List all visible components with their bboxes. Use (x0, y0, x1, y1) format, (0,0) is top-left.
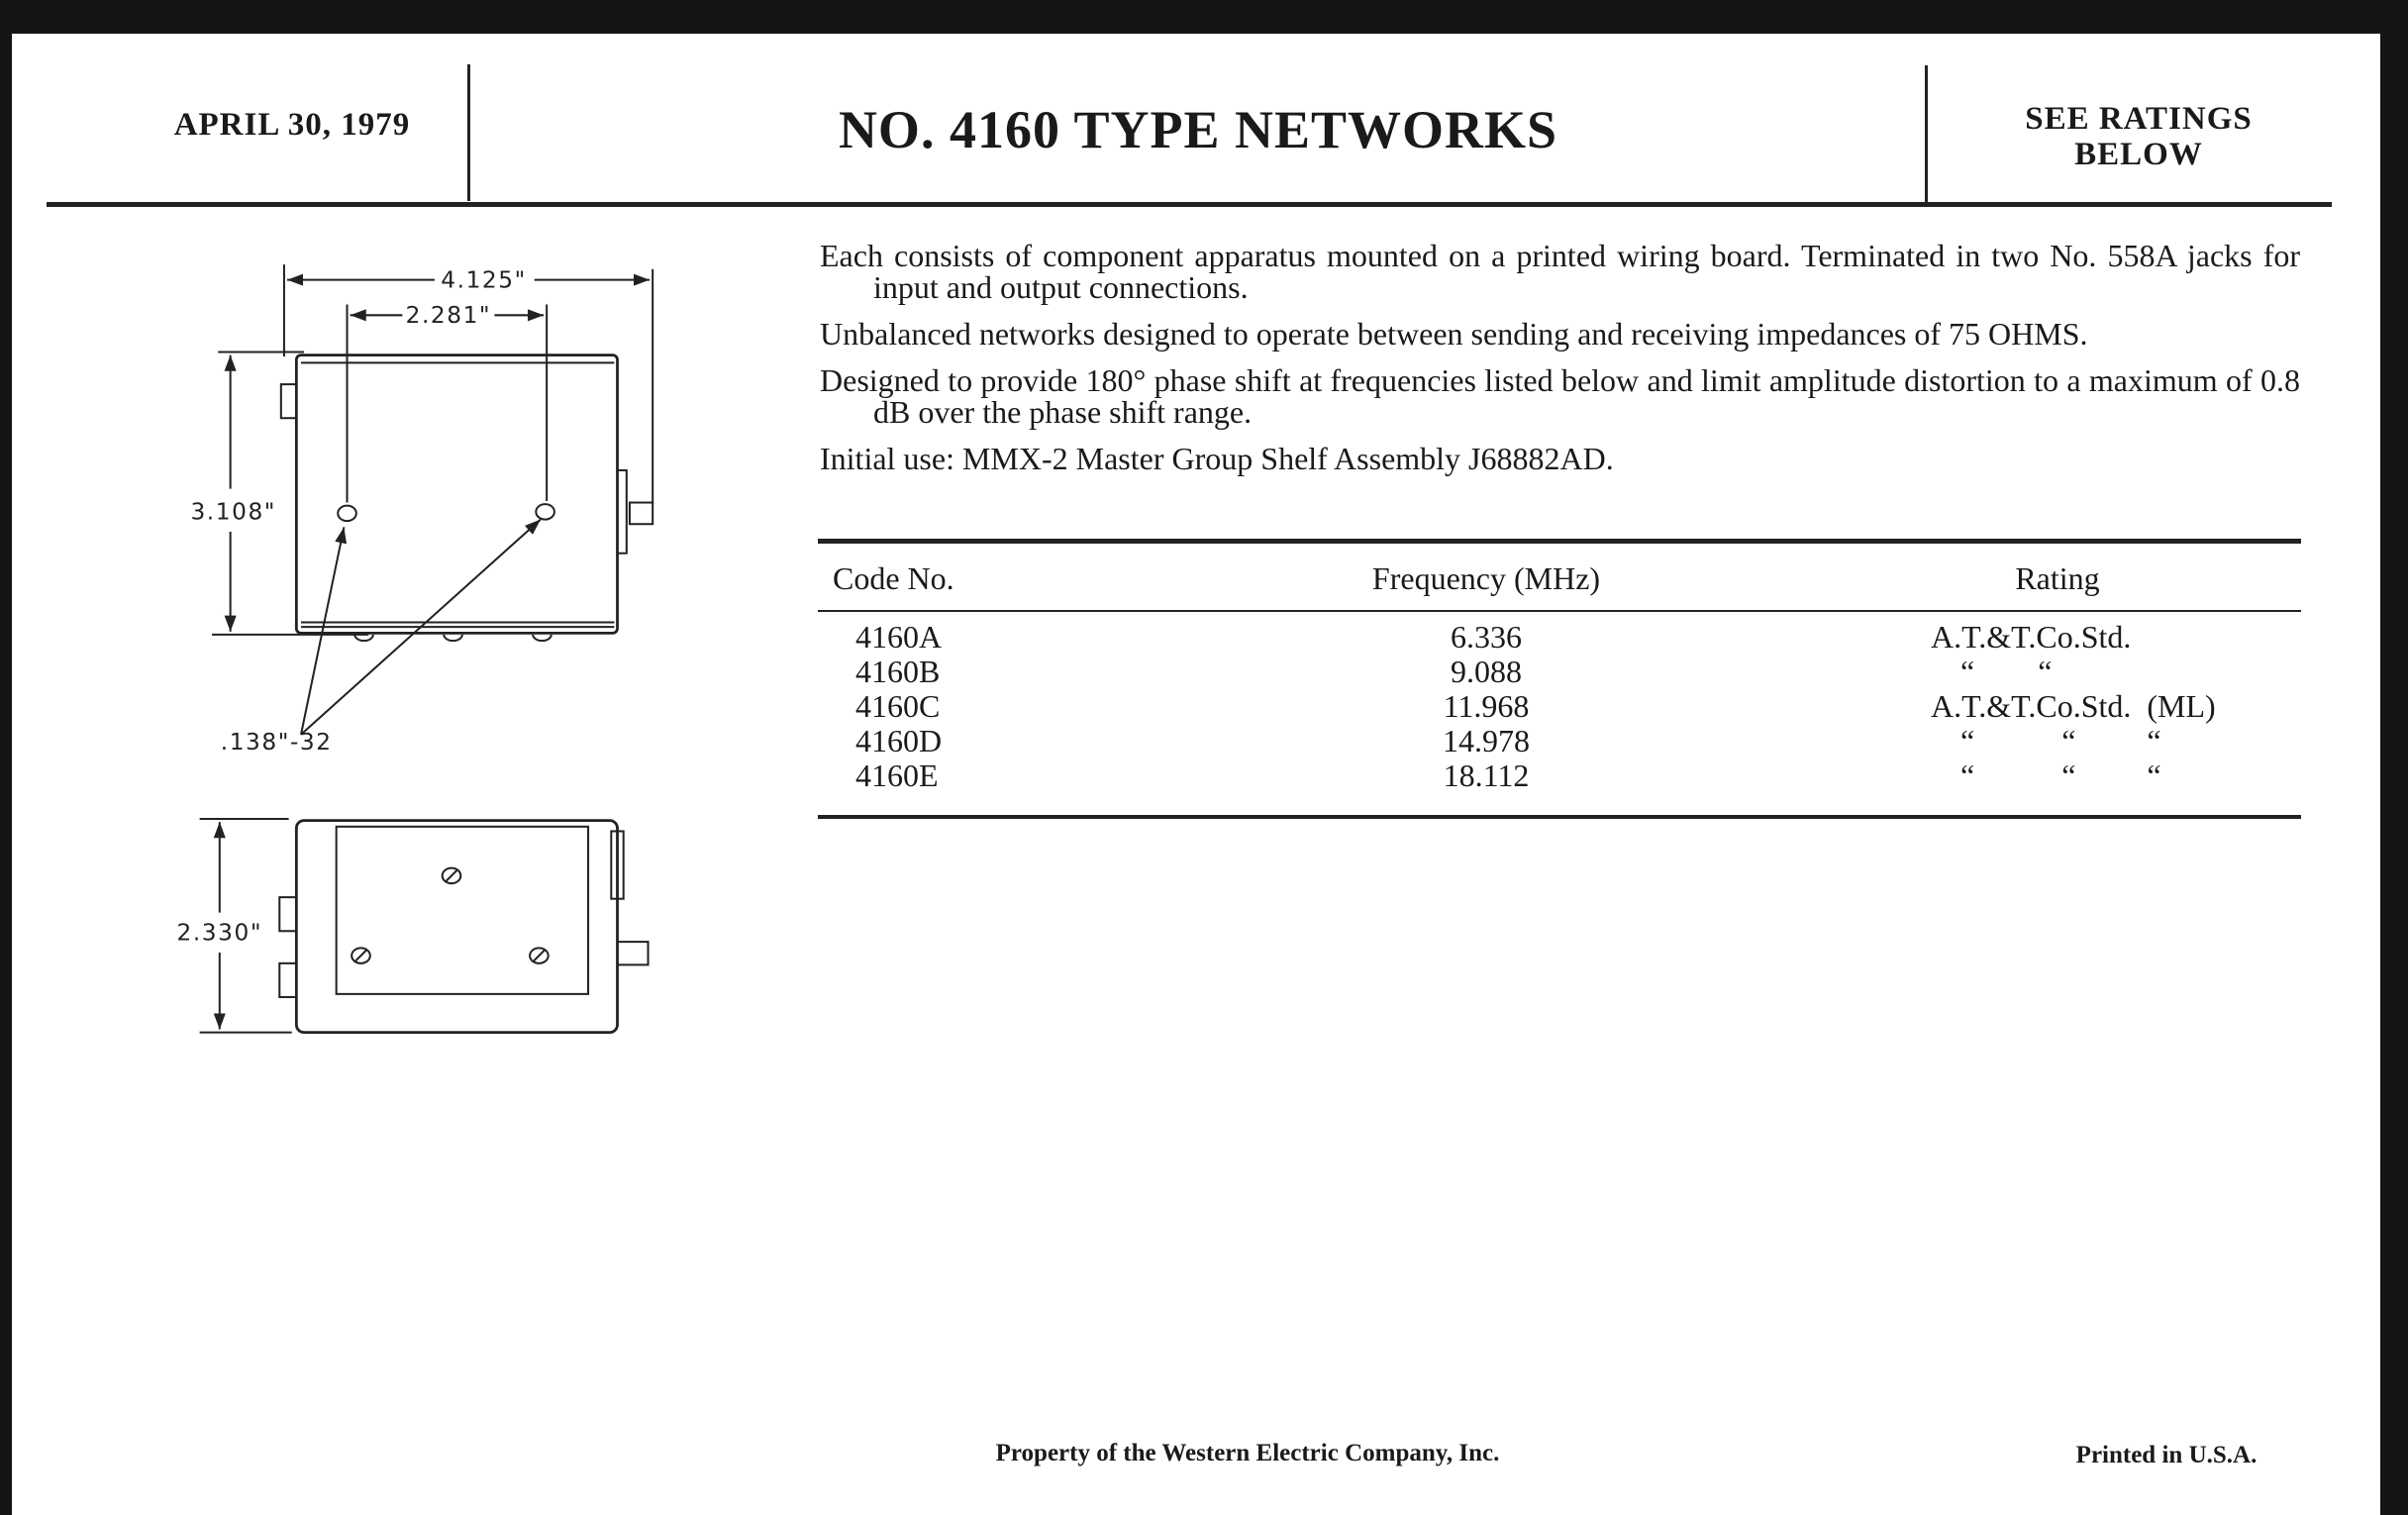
ratings-note-line1: SEE RATINGS (2025, 101, 2253, 137)
cell-frequency: 11.968 (1443, 688, 1530, 724)
cell-code: 4160C (855, 688, 941, 724)
cell-rating: A.T.&T.Co.Std. (1931, 619, 2132, 655)
cell-code: 4160A (855, 619, 943, 655)
cell-rating: “ “ “ (1960, 758, 2161, 793)
thread-label: .138"-32 (220, 729, 333, 757)
screw-icon (530, 948, 549, 963)
height-dimension: 3.108" (190, 498, 277, 526)
description-paragraph: Each consists of component apparatus mounted on a printed wiring board. Terminated in two No. 558A jacks for input and output connections. (820, 238, 2300, 305)
cell-frequency: 6.336 (1451, 619, 1522, 655)
mounting-hole (338, 506, 356, 522)
hole-spacing-dimension: 2.281" (405, 302, 492, 330)
side-view (200, 819, 649, 1033)
output-jack (630, 503, 652, 525)
issue-date: APRIL 30, 1979 (173, 107, 411, 143)
cell-frequency: 14.978 (1443, 723, 1530, 758)
footer-property: Property of the Western Electric Company, Inc. (995, 1440, 1500, 1466)
description-paragraph: Designed to provide 180° phase shift at frequencies listed below and limit amplitude distortion to a maximum of 0.8 dB over the phase shift range. (820, 362, 2300, 430)
screw-icon (351, 948, 370, 963)
cell-code: 4160D (855, 723, 943, 758)
col-header-code: Code No. (833, 560, 954, 596)
ratings-note-line2: BELOW (2074, 137, 2203, 172)
col-header-frequency: Frequency (MHz) (1371, 560, 1601, 596)
col-header-rating: Rating (2015, 560, 2100, 596)
cell-rating: “ “ “ (1960, 723, 2161, 758)
cell-rating: A.T.&T.Co.Std. (ML) (1931, 688, 2216, 724)
description-paragraph: Unbalanced networks designed to operate between sending and receiving impedances of 75 OHMS. (820, 316, 2088, 352)
screw-icon (443, 868, 461, 884)
cell-rating: “ “ (1960, 654, 2053, 689)
width-dimension: 4.125" (441, 266, 527, 294)
page-title: NO. 4160 TYPE NETWORKS (838, 100, 1558, 159)
cell-frequency: 9.088 (1451, 654, 1522, 689)
depth-dimension: 2.330" (176, 919, 263, 947)
cell-code: 4160B (855, 654, 941, 689)
mounting-hole (536, 504, 554, 520)
description-paragraph: Initial use: MMX-2 Master Group Shelf Assembly J68882AD. (820, 441, 1614, 476)
cell-frequency: 18.112 (1443, 758, 1530, 793)
cell-code: 4160E (855, 758, 939, 793)
footer-printed: Printed in U.S.A. (2075, 1442, 2258, 1468)
top-view (212, 264, 652, 735)
